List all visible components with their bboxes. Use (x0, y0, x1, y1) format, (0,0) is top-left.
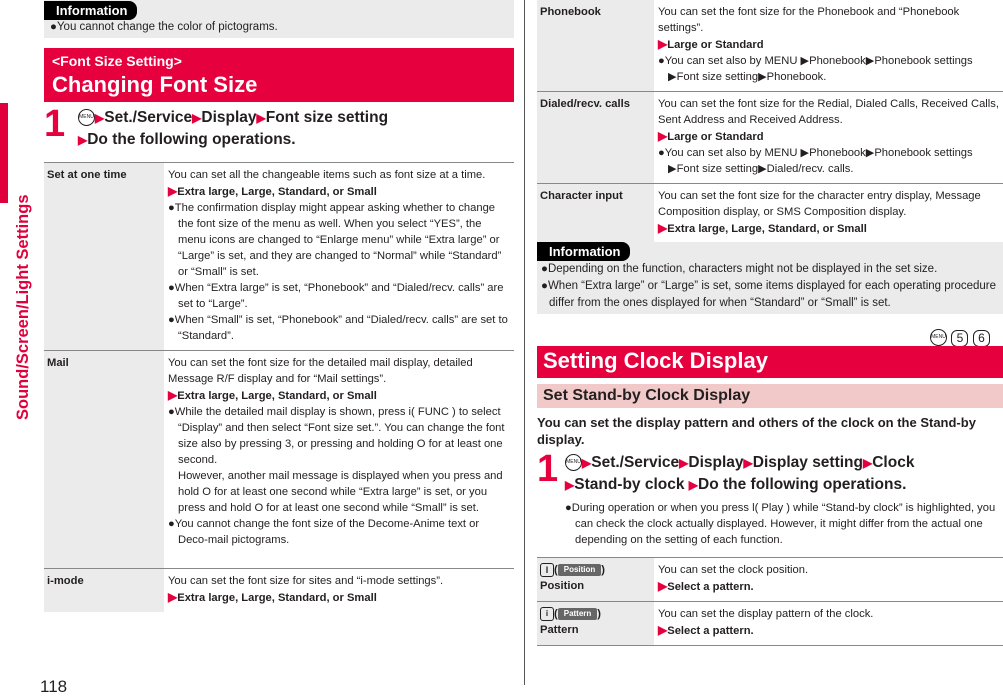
side-tab (0, 0, 32, 698)
option-text: Select a pattern. (667, 581, 754, 593)
option-text: Extra large, Large, Standard, or Small (177, 390, 377, 402)
section-title: Setting Clock Display (543, 348, 768, 373)
row-content: You can set all the changeable items such as font size at a time. ▶Extra large, Large, Standard, or Small ●The confirmation display might appear asking whether to change the font size of the menu as well. When you select “YES”, the menu icons are changed to “Enlarge menu” while “Extra large” or “Large” is set, and they are changed to “Normal” while “Standard” or “Small” is set. ●When “Extra large” is set, “Phonebook” and “Dialed/recv. calls” are set to “Large”. ●When “Small” is set, “Phonebook” and “Dialed/recv. calls” are set to “Standard”. (164, 163, 514, 351)
desc-text: You can set the font size for the Redial, Dialed Calls, Received Calls, Sent Address and Received Address. (658, 98, 999, 126)
path-item: Clock (872, 454, 915, 471)
position-softkey: Position (558, 564, 602, 576)
row-label: l ( Position ) Position (537, 558, 654, 602)
row-content: You can set the font size for the character entry display, Message Composition display, or SMS Composition display. ▶Extra large, Large, Standard, or Small (654, 184, 1003, 244)
path-item: Display (688, 454, 744, 471)
font-size-table-continued (537, 0, 1003, 244)
row-content: You can set the font size for the Phonebook and “Phonebook settings”. ▶Large or Standard ●You can set also by MENU ▶Phonebook▶Phonebook settings ▶Font size setting▶Phonebook. (654, 0, 1003, 92)
section-title: Changing Font Size (52, 72, 258, 97)
step-instruction: MENU▶Set./Service▶Display▶Font size setting ▶Do the following operations. (78, 109, 389, 148)
section-header-font-size (44, 48, 514, 102)
section-header-clock (537, 346, 1003, 378)
mail-key-icon: l (540, 563, 554, 577)
row-label-text: Pattern (540, 624, 579, 636)
shortcut-keys (930, 329, 990, 347)
menu-key-icon: MENU (565, 454, 582, 471)
row-content: You can set the clock position. ▶Select a pattern. (654, 558, 1003, 602)
pattern-softkey: Pattern (558, 608, 598, 620)
desc-text: You can set the font size for the Phonebook and “Phonebook settings”. (658, 6, 960, 34)
info-box-display (537, 242, 1003, 314)
row-label: Dialed/recv. calls (537, 92, 654, 184)
bullet-note: ●You can set also by MENU ▶Phonebook▶Phonebook settings ▶Font size setting▶Dialed/recv. calls. (658, 147, 973, 175)
step-note: ●During operation or when you press l( Play ) while “Stand-by clock” is highlighted, you can check the clock actually displayed. However, it might differ from the actual one depending on the setting of each function. (565, 502, 996, 546)
desc-text: You can set the font size for the detailed mail display, detailed Message R/F display and for “Mail settings”. (168, 357, 473, 385)
row-content: You can set the font size for the detailed mail display, detailed Message R/F display and for “Mail settings”. ▶Extra large, Large, Standard, or Small ●While the detailed mail display is shown, press i( FUNC ) to select “Display” and then select “Font size set.”. You can change the font size also by pressing 3, or pressing and holding O for at least one second. However, another mail message is displayed when you press and hold O for at least one second while “Extra large” is set, or you press and hold O for at least one second while “Small” is set. ●You cannot change the font size of the Decome-Anime text or Deco-mail pictograms. (164, 351, 514, 569)
table-row (537, 602, 1003, 646)
row-content: You can set the font size for the Redial, Dialed Calls, Received Calls, Sent Address and Received Address. ▶Large or Standard ●You can set also by MENU ▶Phonebook▶Phonebook settings ▶Font size setting▶Dialed/recv. calls. (658, 98, 999, 175)
option-text: Large or Standard (667, 39, 764, 51)
row-label: Phonebook (537, 0, 654, 92)
info-item: ●Depending on the function, characters might not be displayed in the set size. (541, 263, 938, 275)
column-divider (524, 0, 525, 685)
path-item: Set./Service (591, 454, 680, 471)
row-content: You can set the display pattern of the clock. ▶Select a pattern. (654, 602, 1003, 646)
option-text: Extra large, Large, Standard, or Small (177, 592, 377, 604)
info-box-pictograms (44, 0, 514, 38)
clock-table (537, 557, 1003, 646)
table-row (44, 351, 514, 569)
info-item: ●When “Extra large” or “Large” is set, some items displayed for each operating procedure differ from the ones displayed for when “Standard” or “Small” is set. (541, 280, 997, 309)
menu-key-icon: MENU (78, 109, 95, 126)
step-instruction: MENU▶Set./Service▶Display▶Display setting▶Clock ▶Stand-by clock ▶Do the following operations. (565, 454, 915, 493)
bullet-note: ●While the detailed mail display is shown, press i( FUNC ) to select “Display” and then select “Font size set.”. You can change the font size also by pressing 3, or pressing and holding O for at least one second. (168, 406, 505, 466)
desc-text: You can set the font size for the character entry display, Message Composition display, or SMS Composition display. (658, 190, 981, 218)
step-number: 1 (44, 103, 66, 145)
indented-note: However, another mail message is displayed when you press and hold O for at least one second while “Extra large” is set, or you press and hold O for at least one second while “Small” is set. (178, 470, 503, 514)
option-text: Extra large, Large, Standard, or Small (667, 223, 867, 235)
option-text: Extra large, Large, Standard, or Small (177, 186, 377, 198)
option-text: Large or Standard (667, 131, 764, 143)
i-appli-key-icon: i (540, 607, 554, 621)
side-tab-marker (0, 103, 8, 203)
side-tab-label: Sound/Screen/Light Settings (14, 194, 32, 420)
row-label: Mail (44, 351, 164, 569)
row-label-text: Position (540, 580, 585, 592)
row-label: Set at one time (44, 163, 164, 351)
row-label: i-mode (44, 569, 164, 613)
bullet-note: ●When “Small” is set, “Phonebook” and “Dialed/recv. calls” are set to “Standard”. (168, 314, 508, 342)
step-line2: Do the following operations. (87, 131, 296, 148)
desc-text: You can set the font size for sites and “i-mode settings”. (168, 575, 444, 587)
intro-text: You can set the display pattern and others of the clock on the Stand-by display. (537, 415, 976, 447)
bullet-note: ●The confirmation display might appear asking whether to change the font size of the menu as well. When you select “YES”, the menu icons are changed to “Enlarge menu” while “Extra large” or “Large” is set, and they are changed to “Normal” while “Standard” or “Small” is set. (168, 202, 502, 278)
row-content: You can set the font size for sites and “i-mode settings”. ▶Extra large, Large, Standard, or Small (164, 569, 514, 613)
subsection-bar: Set Stand-by Clock Display (537, 384, 1003, 408)
table-row (537, 92, 1003, 184)
table-row (44, 163, 514, 351)
table-row (44, 569, 514, 613)
page-number: 118 (40, 677, 68, 696)
step-number: 1 (537, 448, 559, 490)
path-item: Display (201, 109, 257, 126)
row-label: i ( Pattern ) Pattern (537, 602, 654, 646)
section-subtitle: <Font Size Setting> (52, 53, 182, 69)
font-size-table (44, 162, 514, 612)
info-text: ●You cannot change the color of pictograms. (50, 21, 278, 33)
info-tag: Information (537, 242, 630, 261)
desc-text: You can set the clock position. (658, 564, 809, 576)
info-tag: Information (44, 1, 137, 20)
table-row (537, 558, 1003, 602)
path-item: Font size setting (265, 109, 389, 126)
bullet-note: ●You can set also by MENU ▶Phonebook▶Phonebook settings ▶Font size setting▶Phonebook. (658, 55, 973, 83)
menu-key-icon: MENU (930, 329, 947, 346)
number-key-6: 6 (973, 330, 990, 347)
path-item: Display setting (752, 454, 863, 471)
table-row (537, 0, 1003, 92)
bullet-note: ●When “Extra large” is set, “Phonebook” and “Dialed/recv. calls” are set to “Large”. (168, 282, 504, 310)
row-label: Character input (537, 184, 654, 244)
path-item: Set./Service (104, 109, 193, 126)
number-key-5: 5 (951, 330, 968, 347)
step-line2a: Stand-by clock (574, 476, 685, 493)
step-line2b: Do the following operations. (698, 476, 907, 493)
desc-text: You can set the display pattern of the clock. (658, 608, 874, 620)
table-row (537, 184, 1003, 244)
bullet-note: ●You cannot change the font size of the Decome-Anime text or Deco-mail pictograms. (168, 518, 480, 546)
desc-text: You can set all the changeable items such as font size at a time. (168, 169, 486, 181)
option-text: Select a pattern. (667, 625, 754, 637)
